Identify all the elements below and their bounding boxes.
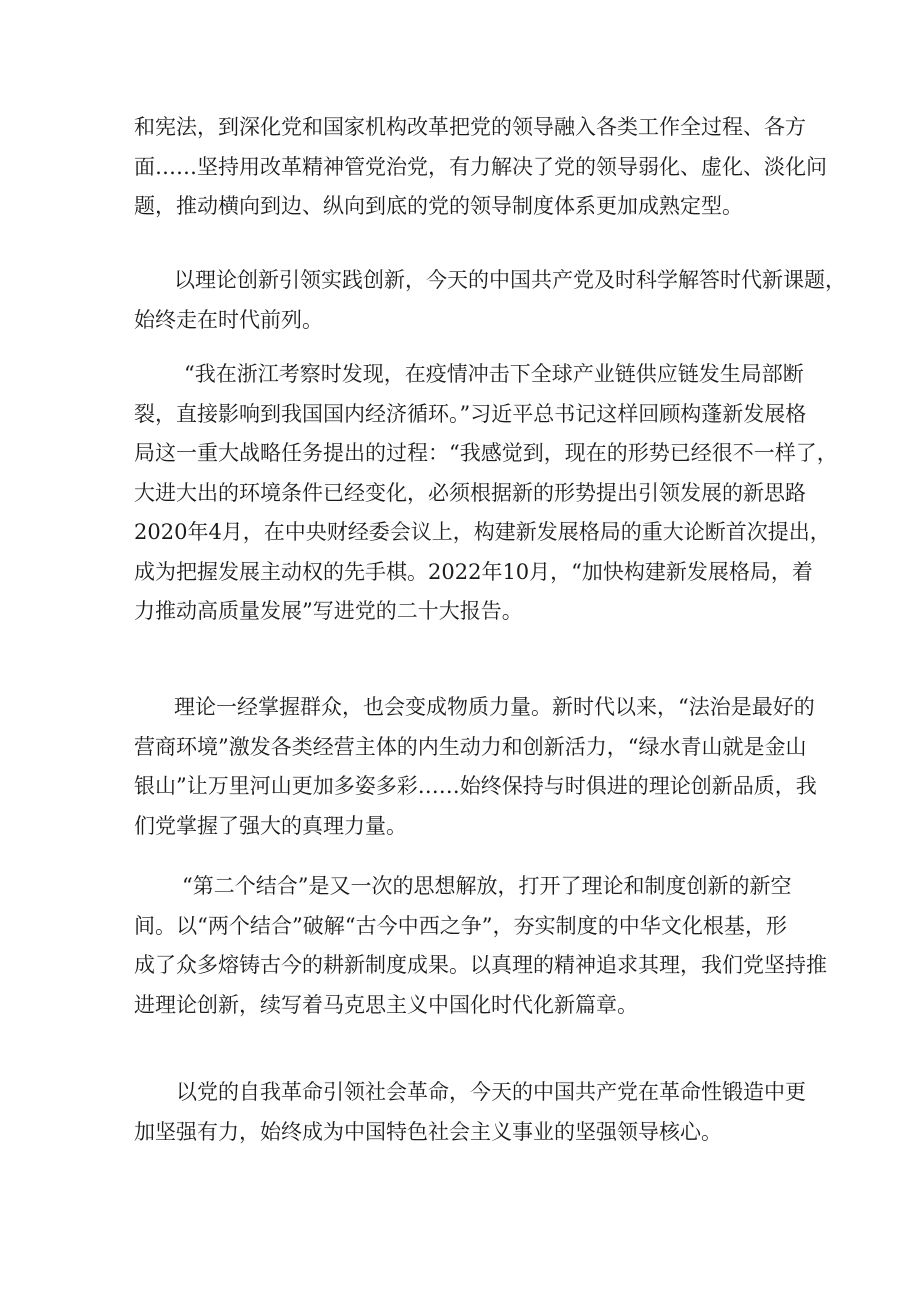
paragraph-line: 进理论创新，续写着马克思主义中国化时代化新篇章。 (134, 992, 638, 1017)
paragraph-line: 大进大出的环境条件已经变化，必须根据新的形势提出引领发展的新思路 (134, 480, 806, 505)
paragraph-line: 加坚强有力，始终成为中国特色社会主义事业的坚强领导核心。 (134, 1119, 722, 1144)
paragraph-line: 营商环境”激发各类经营主体的内生动力和创新活力，“绿水青山就是金山 (134, 734, 807, 759)
paragraph-line: 裂，直接影响到我国国内经济循环。”习近平总书记这样回顾构蓬新发展格 (134, 401, 807, 426)
paragraph-3 (134, 355, 838, 632)
paragraph-line: 理论一经掌握群众，也会变成物质力量。新时代以来，“法治是最好的 (174, 695, 815, 719)
paragraph-line: 局这一重大战略任务提出的过程：“我感觉到，现在的形势已经很不一样了， (134, 441, 838, 465)
paragraph-line: 力推动高质量发展”写进党的二十大报告。 (134, 599, 523, 623)
paragraph-line: 以理论创新引领实践创新，今天的中国共产党及时科学解答时代新课题， (174, 268, 846, 292)
paragraph-line: 成为把握发展主动权的先手棋。2022年10月，“加快构建新发展格局，着 (134, 559, 813, 584)
paragraph-line: “我在浙江考察时发现，在疫情冲击下全球产业链供应链发生局部断 (184, 362, 804, 386)
paragraph-line: 以党的自我革命引领社会革命，今天的中国共产党在革命性锻造中更 (176, 1080, 806, 1104)
paragraph-line: 成了众多熔铸古今的耕新制度成果。以真理的精神追求其理，我们党坚持推 (134, 953, 827, 977)
paragraph-line: 始终走在时代前列。 (134, 307, 323, 332)
paragraph-2 (134, 261, 846, 340)
paragraph-line: 题，推动横向到边、纵向到底的党的领导制度体系更加成熟定型。 (134, 194, 743, 218)
paragraph-1 (134, 108, 827, 227)
paragraph-4 (134, 688, 817, 846)
paragraph-line: 们党掌握了强大的真理力量。 (134, 813, 407, 838)
paragraph-line: 2020年4月，在中央财经委会议上，构建新发展格局的重大论断首次提出， (134, 520, 831, 544)
paragraph-5 (134, 867, 827, 1025)
paragraph-line: 和宪法，到深化党和国家机构改革把党的领导融入各类工作全过程、各方 (134, 115, 806, 139)
paragraph-line: “第二个结合”是又一次的思想解放，打开了理论和制度创新的新空 (182, 874, 792, 898)
paragraph-6 (134, 1073, 806, 1152)
paragraph-line: 间。以“两个结合”破解“古今中西之争”，夯实制度的中华文化根基，形 (134, 913, 787, 938)
paragraph-line: 面……坚持用改革精神管党治党，有力解决了党的领导弱化、虚化、淡化问 (134, 154, 827, 179)
paragraph-line: 银山”让万里河山更加多姿多彩……始终保持与时俱进的理论创新品质，我 (134, 774, 817, 798)
